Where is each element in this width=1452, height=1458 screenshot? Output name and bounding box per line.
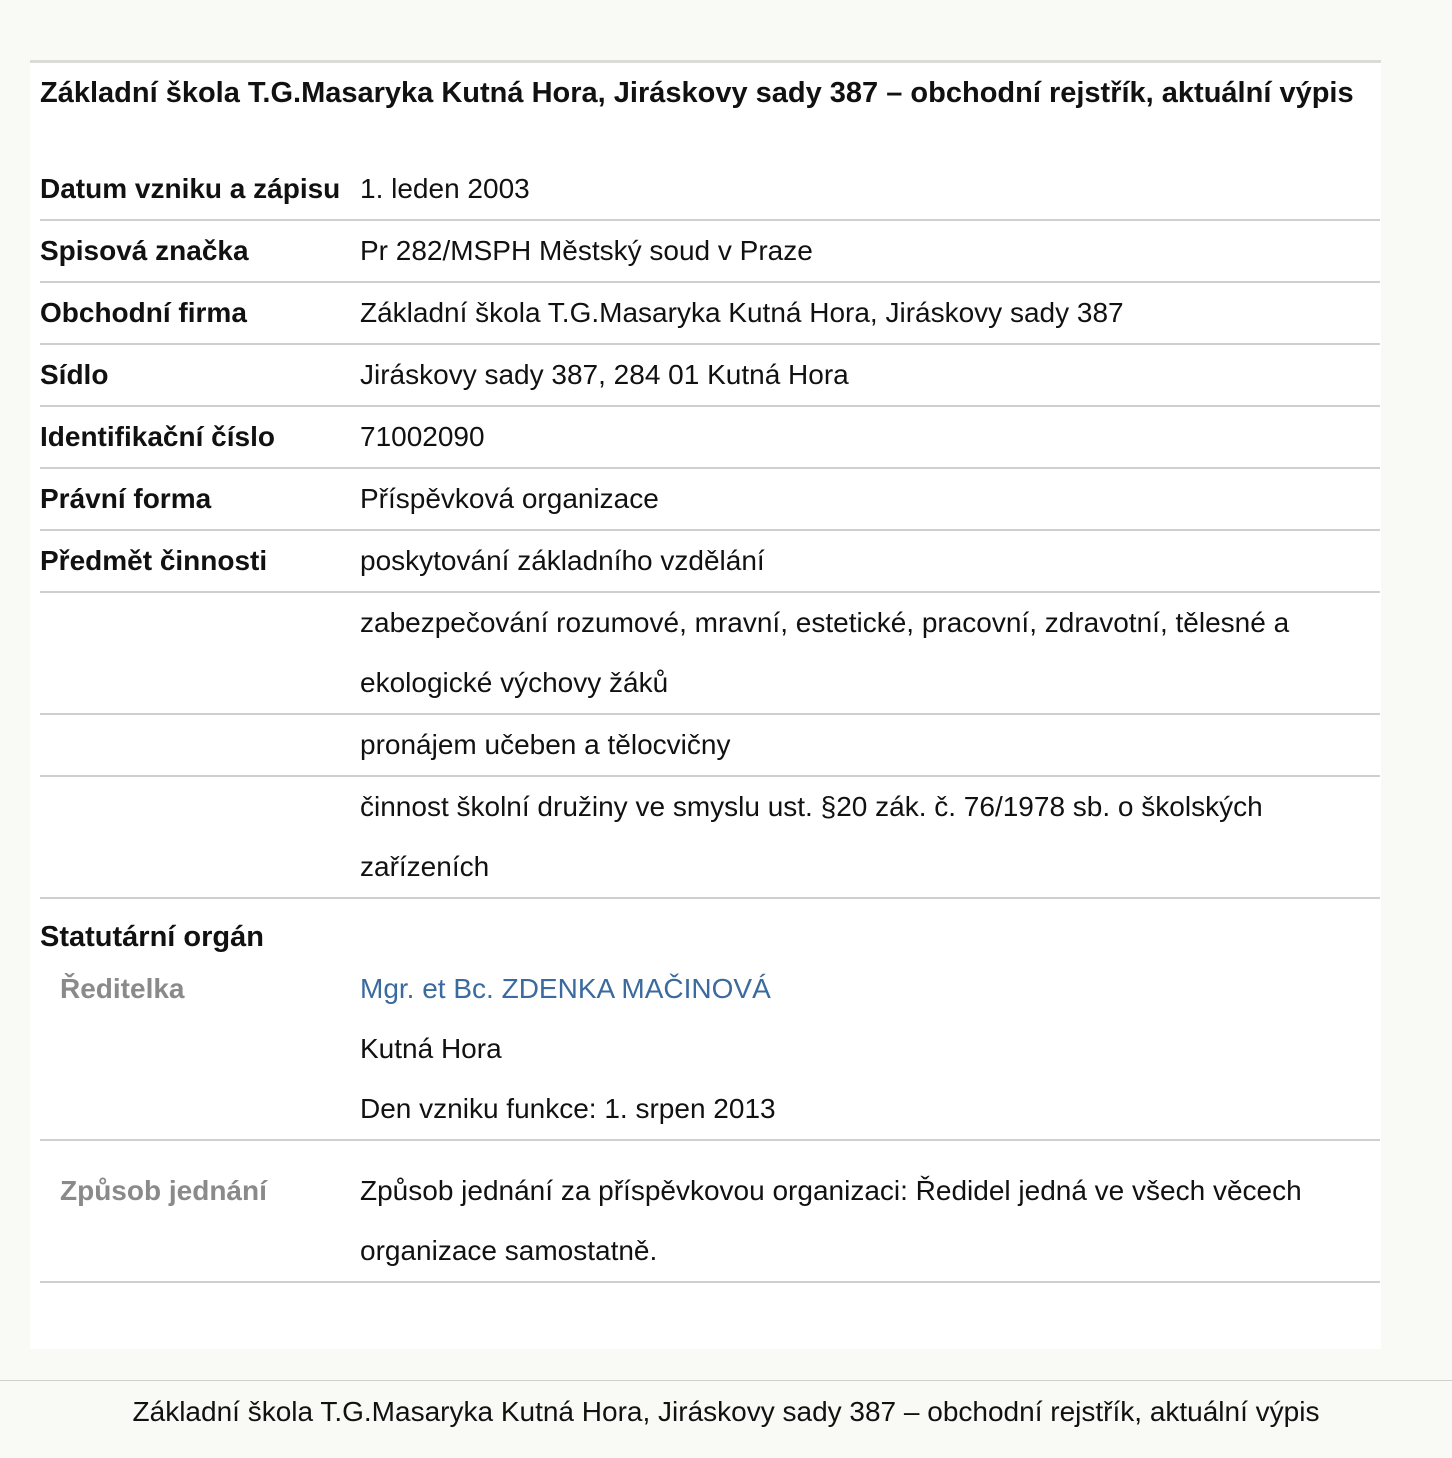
- table-row: [40, 469, 1380, 531]
- statutory-heading: Statutární orgán: [40, 921, 264, 953]
- row-label: [40, 777, 360, 897]
- row-value: pronájem učeben a tělocvičny: [360, 729, 731, 760]
- table-row: [40, 407, 1380, 469]
- table-row: [40, 221, 1380, 283]
- director-city: Kutná Hora: [360, 1033, 502, 1064]
- row-value: Příspěvková organizace: [360, 483, 659, 514]
- row-value: Základní škola T.G.Masaryka Kutná Hora, Jiráskovy sady 387: [360, 297, 1124, 328]
- footer-caption: Základní škola T.G.Masaryka Kutná Hora, Jiráskovy sady 387 – obchodní rejstřík, aktuální výpis: [132, 1396, 1320, 1427]
- table-row: [40, 531, 1380, 593]
- director-since: Den vzniku funkce: 1. srpen 2013: [360, 1093, 776, 1124]
- table-row: [40, 345, 1380, 407]
- row-label: Identifikační číslo: [40, 421, 275, 452]
- row-value: poskytování základního vzdělání: [360, 545, 765, 576]
- row-label: Datum vzniku a zápisu: [40, 173, 341, 204]
- row-value: 1. leden 2003: [360, 173, 530, 204]
- row-label: Obchodní firma: [40, 297, 247, 328]
- row-label: Sídlo: [40, 359, 109, 390]
- page-title: Základní škola T.G.Masaryka Kutná Hora, Jiráskovy sady 387 – obchodní rejstřík, aktuální výpis: [40, 77, 1354, 109]
- table-row: [40, 283, 1380, 345]
- registry-card: [30, 60, 1381, 1349]
- row-value: činnost školní družiny ve smyslu ust. §20 zák. č. 76/1978 sb. o školských zařízeních: [360, 791, 1263, 882]
- table-row: [40, 159, 1380, 221]
- row-label: Spisová značka: [40, 235, 249, 266]
- row-value: Jiráskovy sady 387, 284 01 Kutná Hora: [360, 359, 849, 390]
- footer-divider: [0, 1380, 1452, 1381]
- row-value: zabezpečování rozumové, mravní, estetické, pracovní, zdravotní, tělesné a ekologické výchovy žáků: [360, 607, 1290, 698]
- row-label: Právní forma: [40, 483, 212, 514]
- director-row: [40, 959, 1380, 1141]
- row-value: 71002090: [360, 421, 485, 452]
- director-details: [360, 959, 1380, 1139]
- registry-table: [40, 159, 1380, 1283]
- table-row: [40, 715, 1380, 777]
- conduct-value: Způsob jednání za příspěvkovou organizaci: Ředidel jedná ve všech věcech organizace samostatně.: [360, 1175, 1302, 1266]
- row-label: [40, 715, 360, 775]
- director-name-link[interactable]: Mgr. et Bc. ZDENKA MAČINOVÁ: [360, 973, 771, 1004]
- table-row: [40, 777, 1380, 899]
- conduct-label: Způsob jednání: [60, 1175, 267, 1206]
- row-value: Pr 282/MSPH Městský soud v Praze: [360, 235, 813, 266]
- director-label: Ředitelka: [60, 973, 185, 1004]
- row-label: Předmět činnosti: [40, 545, 268, 576]
- table-row: [40, 593, 1380, 715]
- conduct-row: [40, 1141, 1380, 1283]
- row-label: [40, 593, 360, 713]
